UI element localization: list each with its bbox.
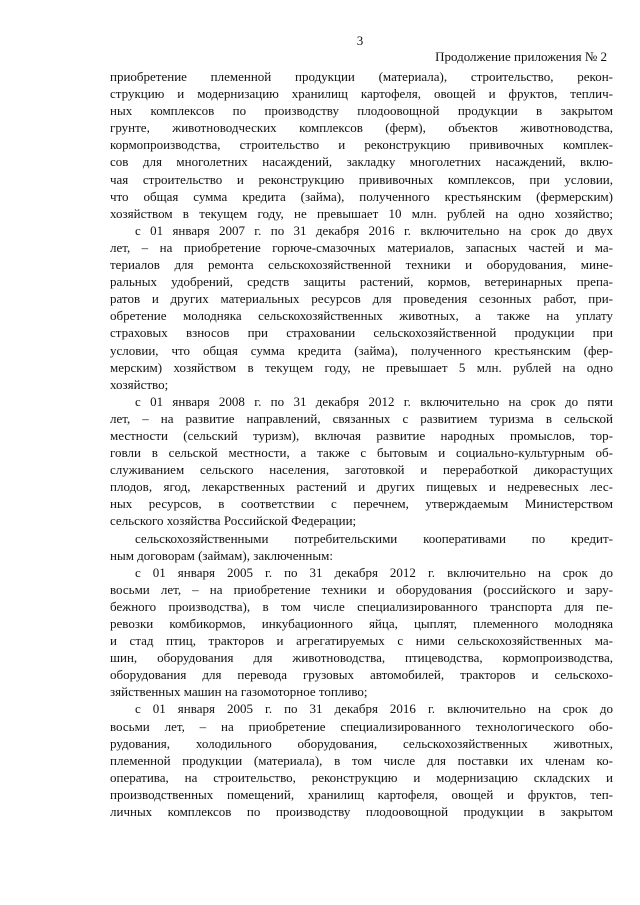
text-line: производственных помещений, хранилищ картофеля, овощей и фруктов, теп- xyxy=(110,786,613,802)
text-line: говли в сельской местности, а также с бытовым и социально-культурным об- xyxy=(110,445,613,461)
body-text xyxy=(110,68,613,820)
text-line: обретение молодняка сельскохозяйственных животных, а также на уплату xyxy=(110,308,613,324)
text-line: кормопроизводства, строительство и реконструкцию прививочных комплек- xyxy=(110,137,613,153)
text-line: условии, что общая сумма кредита (займа), полученного крестьянским (фер- xyxy=(110,342,613,358)
text-line: племенной продукции (материала), в том числе для поставки их членам ко- xyxy=(110,752,613,768)
text-line: оператива, на строительство, реконструкцию и модернизацию складских и xyxy=(110,769,613,785)
text-line: сельского хозяйства Российской Федерации; xyxy=(110,513,357,529)
text-line: ратов и других материальных ресурсов для проведения сезонных работ, при- xyxy=(110,291,613,307)
text-line: что общая сумма кредита (займа), полученного крестьянским (фермерским) xyxy=(110,188,613,204)
text-line: оборудования для перевода грузовых автомобилей, тракторов и сельскохо- xyxy=(110,667,613,683)
text-line: с 01 января 2005 г. по 31 декабря 2016 г. включительно на срок до xyxy=(135,701,613,717)
text-line: страховых взносов при страховании сельскохозяйственной продукции при xyxy=(110,325,613,341)
text-line: плодов, ягод, лекарственных растений и других пищевых и недревесных лес- xyxy=(110,479,613,495)
text-line: с 01 января 2008 г. по 31 декабря 2012 г. включительно на срок до пяти xyxy=(135,393,613,409)
text-line: ральных удобрений, средств защиты растений, кормов, ветеринарных препа- xyxy=(110,274,613,290)
text-line: сельскохозяйственными потребительскими кооперативами по кредит- xyxy=(135,530,613,546)
text-line: шин, оборудования для животноводства, птицеводства, кормопроизводства, xyxy=(110,650,613,666)
text-line: ревозки комбикормов, инкубационного яйца, цыплят, племенного молодняка xyxy=(110,616,613,631)
text-line: рудования, холодильного оборудования, сельскохозяйственных животных, xyxy=(110,735,613,751)
text-line: зяйственных машин на газомоторное топливо; xyxy=(110,684,368,700)
text-line: служиванием сельского населения, заготовкой и переработкой дикорастущих xyxy=(110,462,613,478)
text-line: восьми лет, – на приобретение техники и оборудования (российского и зару- xyxy=(110,581,613,597)
page-number: 3 xyxy=(356,33,364,48)
text-line: лет, – на приобретение горюче-смазочных материалов, запасных частей и ма- xyxy=(110,239,613,255)
text-line: восьми лет, – на приобретение специализированного технологического обо- xyxy=(110,718,613,734)
text-line: мерским) хозяйством в текущем году, не превышает 5 млн. рублей на одно xyxy=(110,359,613,375)
text-line: бежного производства), в том числе специализированного транспорта для пе- xyxy=(110,598,613,614)
text-line: с 01 января 2005 г. по 31 декабря 2012 г. включительно на срок до xyxy=(135,564,613,580)
text-line: грунте, животноводческих комплексов (ферм), объектов животноводства, xyxy=(110,120,613,136)
text-line: ных комплексов по производству плодоовощной продукции в закрытом xyxy=(110,103,613,119)
text-line: териалов для ремонта сельскохозяйственной техники и оборудования, мине- xyxy=(110,257,613,273)
text-line: и стад птиц, тракторов и агрегатируемых с ними сельскохозяйственных ма- xyxy=(110,633,613,649)
text-line: чая строительство и реконструкцию прививочных комплексов, при условии, xyxy=(110,171,613,187)
text-line: ным договорам (займам), заключенным: xyxy=(110,547,333,563)
text-line: сов для многолетних насаждений, закладку многолетних насаждений, вклю- xyxy=(110,154,613,170)
appendix-continuation-header: Продолжение приложения № 2 xyxy=(435,49,607,64)
text-line: приобретение племенной продукции (материала), строительство, рекон- xyxy=(110,69,613,84)
text-line: струкцию и модернизацию хранилищ картофеля, овощей и фруктов, теплич- xyxy=(110,86,613,102)
text-line: хозяйство; xyxy=(110,376,169,392)
text-line: с 01 января 2007 г. по 31 декабря 2016 г. включительно на срок до двух xyxy=(135,222,613,238)
text-line: хозяйством в текущем году, не превышает 10 млн. рублей на одно хозяйство; xyxy=(110,205,613,221)
text-line: местности (сельский туризм), включая развитие народных промыслов, тор- xyxy=(110,427,613,443)
text-line: личных комплексов по производству плодоовощной продукции в закрытом xyxy=(110,804,613,820)
text-line: ных ресурсов, в соответствии с перечнем, утверждаемым Министерством xyxy=(110,496,613,512)
text-line: лет, – на развитие направлений, связанных с развитием туризма в сельской xyxy=(110,410,613,426)
